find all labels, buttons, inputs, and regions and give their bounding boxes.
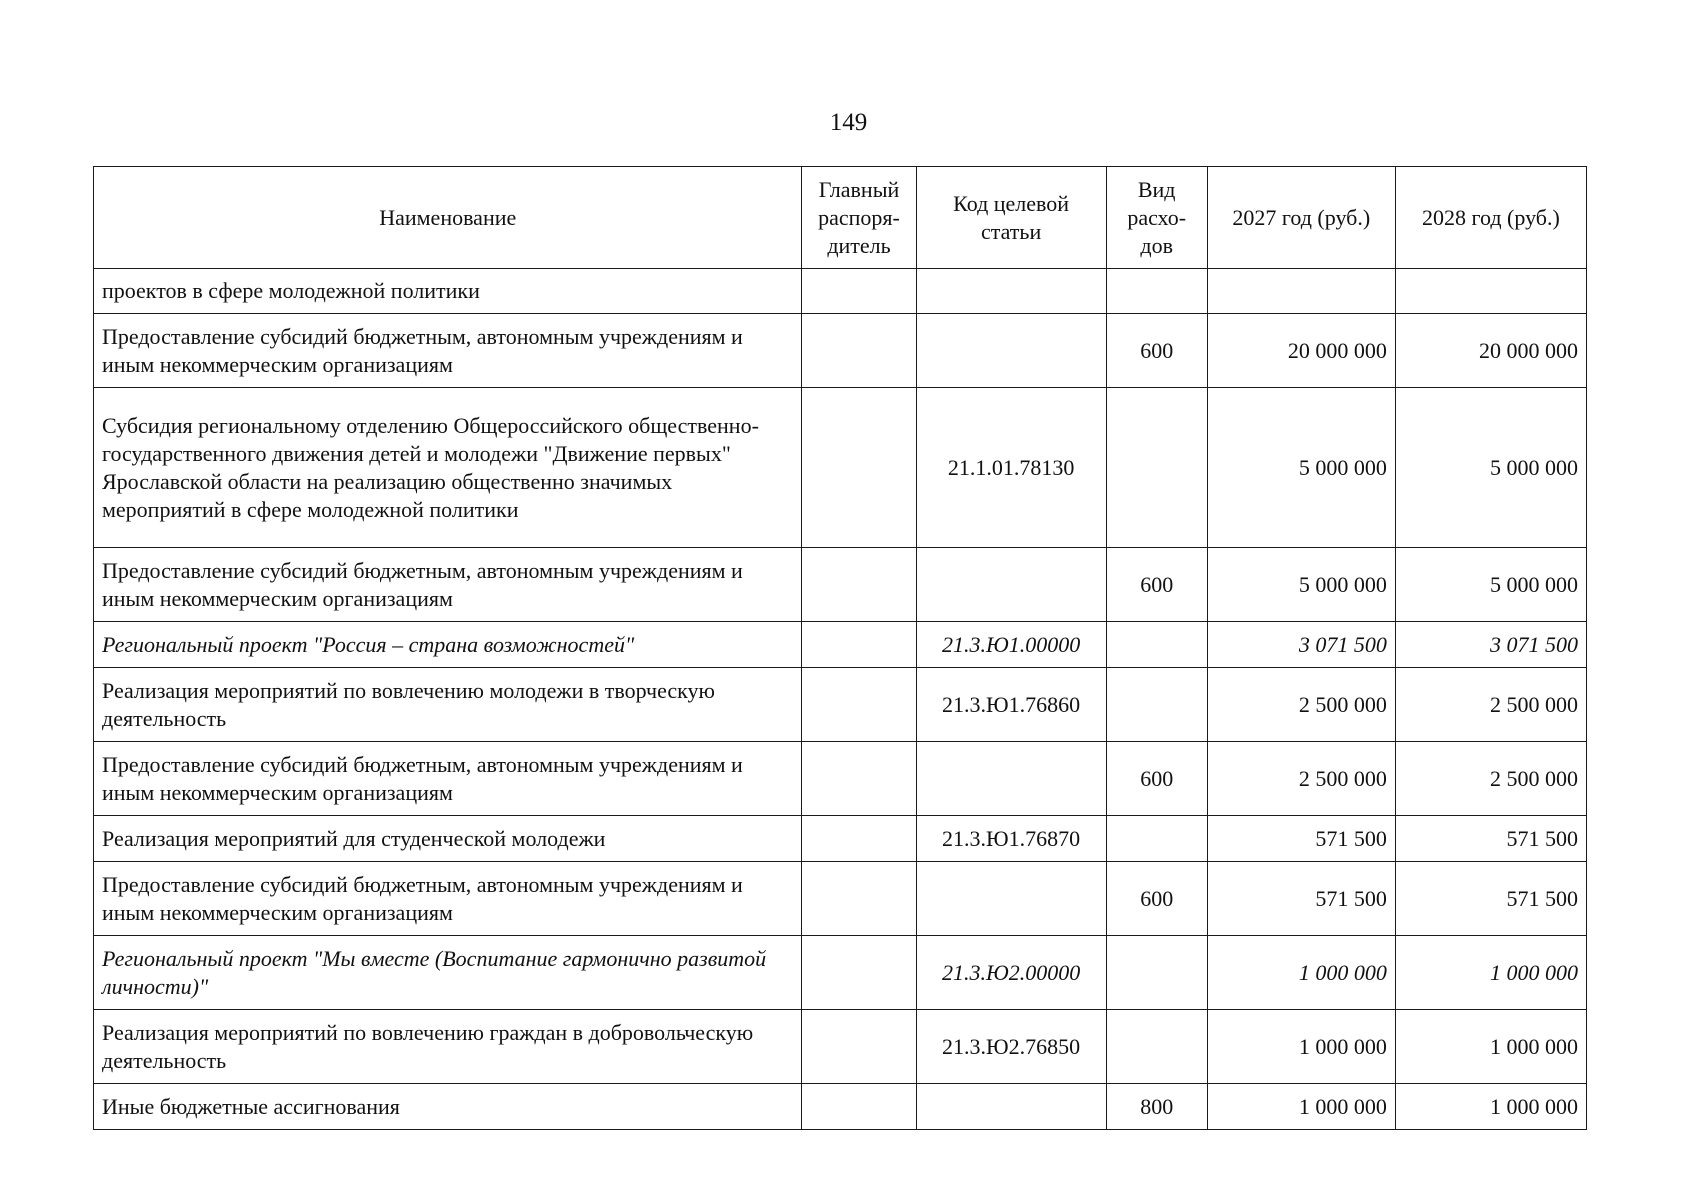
cell-name: Реализация мероприятий по вовлечению молодежи в творческую деятельность — [94, 668, 802, 742]
cell-vid — [1106, 388, 1207, 548]
cell-2027: 2 500 000 — [1207, 742, 1395, 816]
cell-name: Реализация мероприятий для студенческой молодежи — [94, 816, 802, 862]
header-2028: 2028 год (руб.) — [1395, 167, 1586, 269]
table-row — [94, 1010, 1587, 1084]
cell-vid — [1106, 1010, 1207, 1084]
cell-code — [916, 314, 1106, 388]
table-row — [94, 862, 1587, 936]
cell-name: Предоставление субсидий бюджетным, автономным учреждениям и иным некоммерческим организациям — [94, 862, 802, 936]
cell-code — [916, 548, 1106, 622]
table-row — [94, 668, 1587, 742]
cell-2028: 1 000 000 — [1395, 1084, 1586, 1130]
cell-code: 21.3.Ю1.76870 — [916, 816, 1106, 862]
header-2027: 2027 год (руб.) — [1207, 167, 1395, 269]
header-grbs: Главный распоря-дитель — [802, 167, 916, 269]
cell-2028 — [1395, 269, 1586, 314]
cell-2027: 20 000 000 — [1207, 314, 1395, 388]
table-row — [94, 314, 1587, 388]
cell-grbs — [802, 816, 916, 862]
cell-code: 21.3.Ю2.00000 — [916, 936, 1106, 1010]
cell-vid: 600 — [1106, 548, 1207, 622]
cell-name: проектов в сфере молодежной политики — [94, 269, 802, 314]
cell-grbs — [802, 1010, 916, 1084]
cell-2028: 1 000 000 — [1395, 1010, 1586, 1084]
cell-2027: 5 000 000 — [1207, 548, 1395, 622]
cell-vid — [1106, 622, 1207, 668]
cell-code — [916, 862, 1106, 936]
cell-2028: 571 500 — [1395, 862, 1586, 936]
cell-grbs — [802, 269, 916, 314]
cell-vid — [1106, 269, 1207, 314]
table-row — [94, 388, 1587, 548]
cell-grbs — [802, 862, 916, 936]
cell-2027: 2 500 000 — [1207, 668, 1395, 742]
cell-code: 21.3.Ю1.76860 — [916, 668, 1106, 742]
page-number: 149 — [829, 109, 868, 136]
cell-name: Иные бюджетные ассигнования — [94, 1084, 802, 1130]
cell-grbs — [802, 314, 916, 388]
table-row — [94, 816, 1587, 862]
table-row — [94, 548, 1587, 622]
header-name: Наименование — [94, 167, 802, 269]
cell-2027: 1 000 000 — [1207, 1084, 1395, 1130]
cell-name: Региональный проект "Мы вместе (Воспитание гармонично развитой личности)" — [94, 936, 802, 1010]
cell-grbs — [802, 742, 916, 816]
cell-vid: 600 — [1106, 314, 1207, 388]
cell-code — [916, 742, 1106, 816]
cell-code: 21.1.01.78130 — [916, 388, 1106, 548]
cell-2027: 571 500 — [1207, 816, 1395, 862]
cell-grbs — [802, 622, 916, 668]
cell-name: Предоставление субсидий бюджетным, автономным учреждениям и иным некоммерческим организациям — [94, 742, 802, 816]
cell-2028: 5 000 000 — [1395, 388, 1586, 548]
cell-2028: 1 000 000 — [1395, 936, 1586, 1010]
cell-vid — [1106, 668, 1207, 742]
cell-2027 — [1207, 269, 1395, 314]
cell-code — [916, 269, 1106, 314]
cell-grbs — [802, 388, 916, 548]
cell-name: Субсидия региональному отделению Общероссийского общественно-государственного движения детей и молодежи "Движение первых" Ярославской области на реализацию общественно значимых мероприятий в сфере молодежной политики — [94, 388, 802, 548]
table-row — [94, 269, 1587, 314]
cell-2028: 20 000 000 — [1395, 314, 1586, 388]
cell-vid: 600 — [1106, 742, 1207, 816]
cell-2028: 5 000 000 — [1395, 548, 1586, 622]
cell-name: Предоставление субсидий бюджетным, автономным учреждениям и иным некоммерческим организациям — [94, 548, 802, 622]
cell-2028: 3 071 500 — [1395, 622, 1586, 668]
table-row — [94, 1084, 1587, 1130]
cell-vid: 600 — [1106, 862, 1207, 936]
table-row — [94, 622, 1587, 668]
cell-2028: 2 500 000 — [1395, 668, 1586, 742]
cell-grbs — [802, 548, 916, 622]
cell-grbs — [802, 668, 916, 742]
cell-grbs — [802, 1084, 916, 1130]
header-code: Код целевой статьи — [916, 167, 1106, 269]
cell-name: Предоставление субсидий бюджетным, автономным учреждениям и иным некоммерческим организациям — [94, 314, 802, 388]
cell-code — [916, 1084, 1106, 1130]
cell-vid — [1106, 936, 1207, 1010]
cell-2027: 571 500 — [1207, 862, 1395, 936]
cell-name: Реализация мероприятий по вовлечению граждан в добровольческую деятельность — [94, 1010, 802, 1084]
cell-grbs — [802, 936, 916, 1010]
cell-2028: 2 500 000 — [1395, 742, 1586, 816]
cell-2027: 3 071 500 — [1207, 622, 1395, 668]
cell-code: 21.3.Ю1.00000 — [916, 622, 1106, 668]
table-row — [94, 936, 1587, 1010]
cell-2027: 1 000 000 — [1207, 1010, 1395, 1084]
budget-table — [93, 166, 1587, 1130]
cell-2027: 1 000 000 — [1207, 936, 1395, 1010]
cell-2027: 5 000 000 — [1207, 388, 1395, 548]
cell-code: 21.3.Ю2.76850 — [916, 1010, 1106, 1084]
cell-2028: 571 500 — [1395, 816, 1586, 862]
cell-vid: 800 — [1106, 1084, 1207, 1130]
cell-vid — [1106, 816, 1207, 862]
cell-name: Региональный проект "Россия – страна возможностей" — [94, 622, 802, 668]
table-row — [94, 742, 1587, 816]
header-vid: Вид расхо-дов — [1106, 167, 1207, 269]
table-header-row — [94, 167, 1587, 269]
